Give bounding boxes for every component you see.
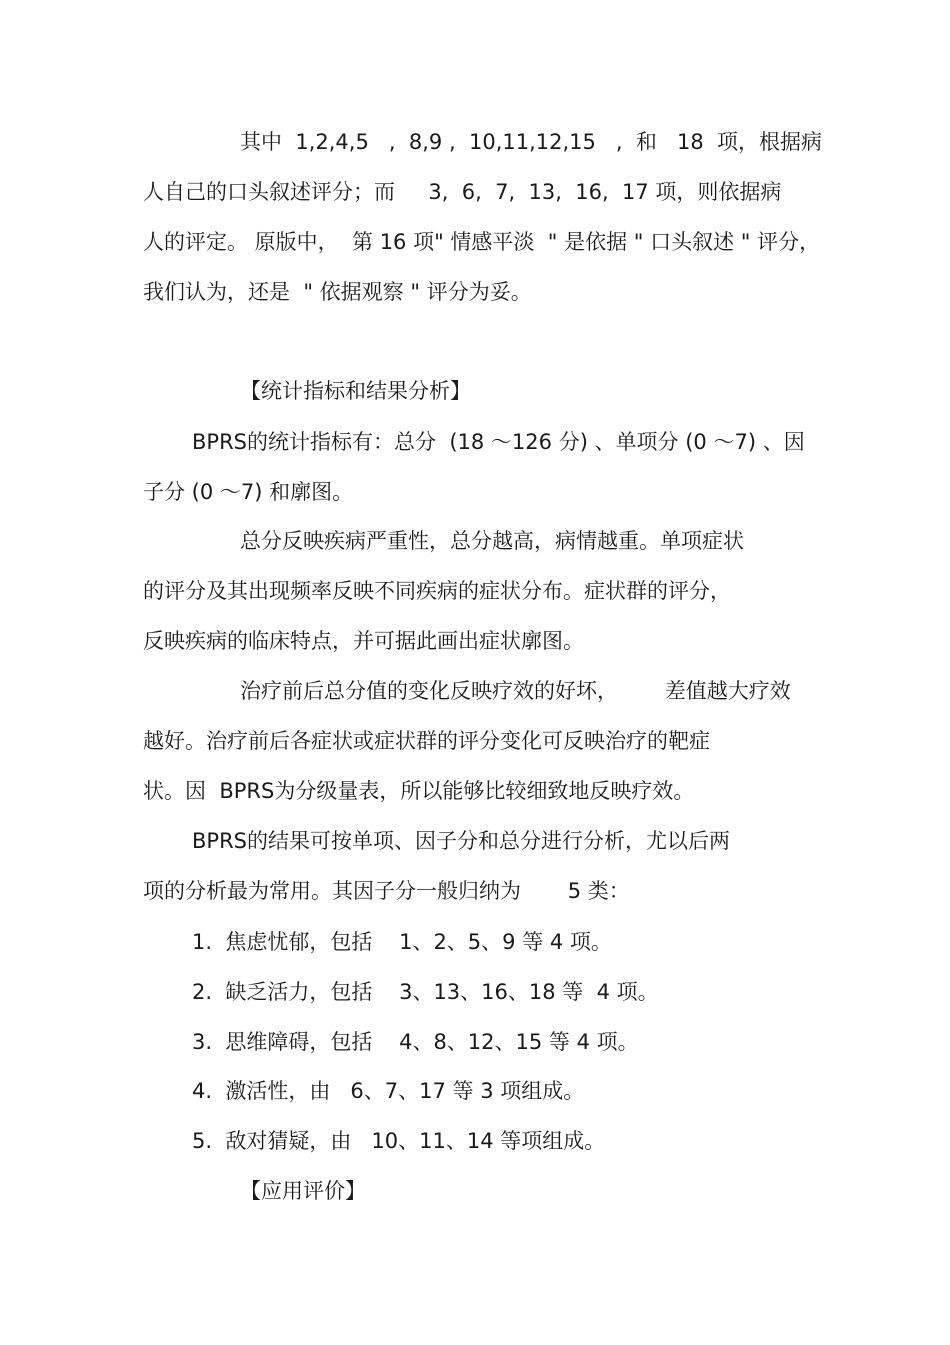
text-line: 的评分及其出现频率反映不同疾病的症状分布。症状群的评分， bbox=[143, 579, 731, 603]
list-item: 5. 敌对猜疑，由 10、11、14 等项组成。 bbox=[192, 1129, 606, 1153]
text-line: 项的分析最为常用。其因子分一般归纳为 5 类： bbox=[143, 879, 630, 903]
list-item: 1. 焦虑忧郁，包括 1、2、5、9 等 4 项。 bbox=[192, 930, 612, 954]
text-line: 其中 1,2,4,5 , 8,9 , 10,11,12,15 , 和 18 项，根据病 bbox=[240, 130, 823, 154]
text-line: 反映疾病的临床特点，并可据此画出症状廓图。 bbox=[143, 629, 584, 653]
text-line: 我们认为，还是 " 依据观察 " 评分为妥。 bbox=[143, 280, 532, 304]
text-line: 治疗前后总分值的变化反映疗效的好坏， 差值越大疗效 bbox=[240, 679, 791, 703]
list-item: 3. 思维障碍，包括 4、8、12、15 等 4 项。 bbox=[192, 1030, 639, 1054]
list-item: 2. 缺乏活力，包括 3、13、16、18 等 4 项。 bbox=[192, 980, 659, 1004]
text-line: 子分 (0 ～7) 和廓图。 bbox=[143, 480, 354, 504]
text-line: 状。因 BPRS为分级量表，所以能够比较细致地反映疗效。 bbox=[143, 779, 695, 803]
section-heading-statistics: 【统计指标和结果分析】 bbox=[240, 379, 471, 403]
text-line: BPRS的结果可按单项、因子分和总分进行分析，尤以后两 bbox=[192, 829, 730, 853]
list-item: 4. 激活性，由 6、7、17 等 3 项组成。 bbox=[192, 1079, 585, 1103]
section-heading-evaluation: 【应用评价】 bbox=[240, 1179, 366, 1203]
text-line: BPRS的统计指标有：总分 (18 ～126 分) 、单项分 (0 ～7) 、因 bbox=[192, 430, 805, 454]
text-line: 越好。治疗前后各症状或症状群的评分变化可反映治疗的靶症 bbox=[143, 729, 710, 753]
text-line: 人的评定。 原版中， 第 16 项" 情感平淡 " 是依据 " 口头叙述 " 评分， bbox=[143, 230, 821, 254]
text-line: 人自己的口头叙述评分；而 3, 6, 7, 13, 16, 17 项，则依据病 bbox=[143, 180, 782, 204]
text-line: 总分反映疾病严重性，总分越高，病情越重。单项症状 bbox=[240, 529, 744, 553]
